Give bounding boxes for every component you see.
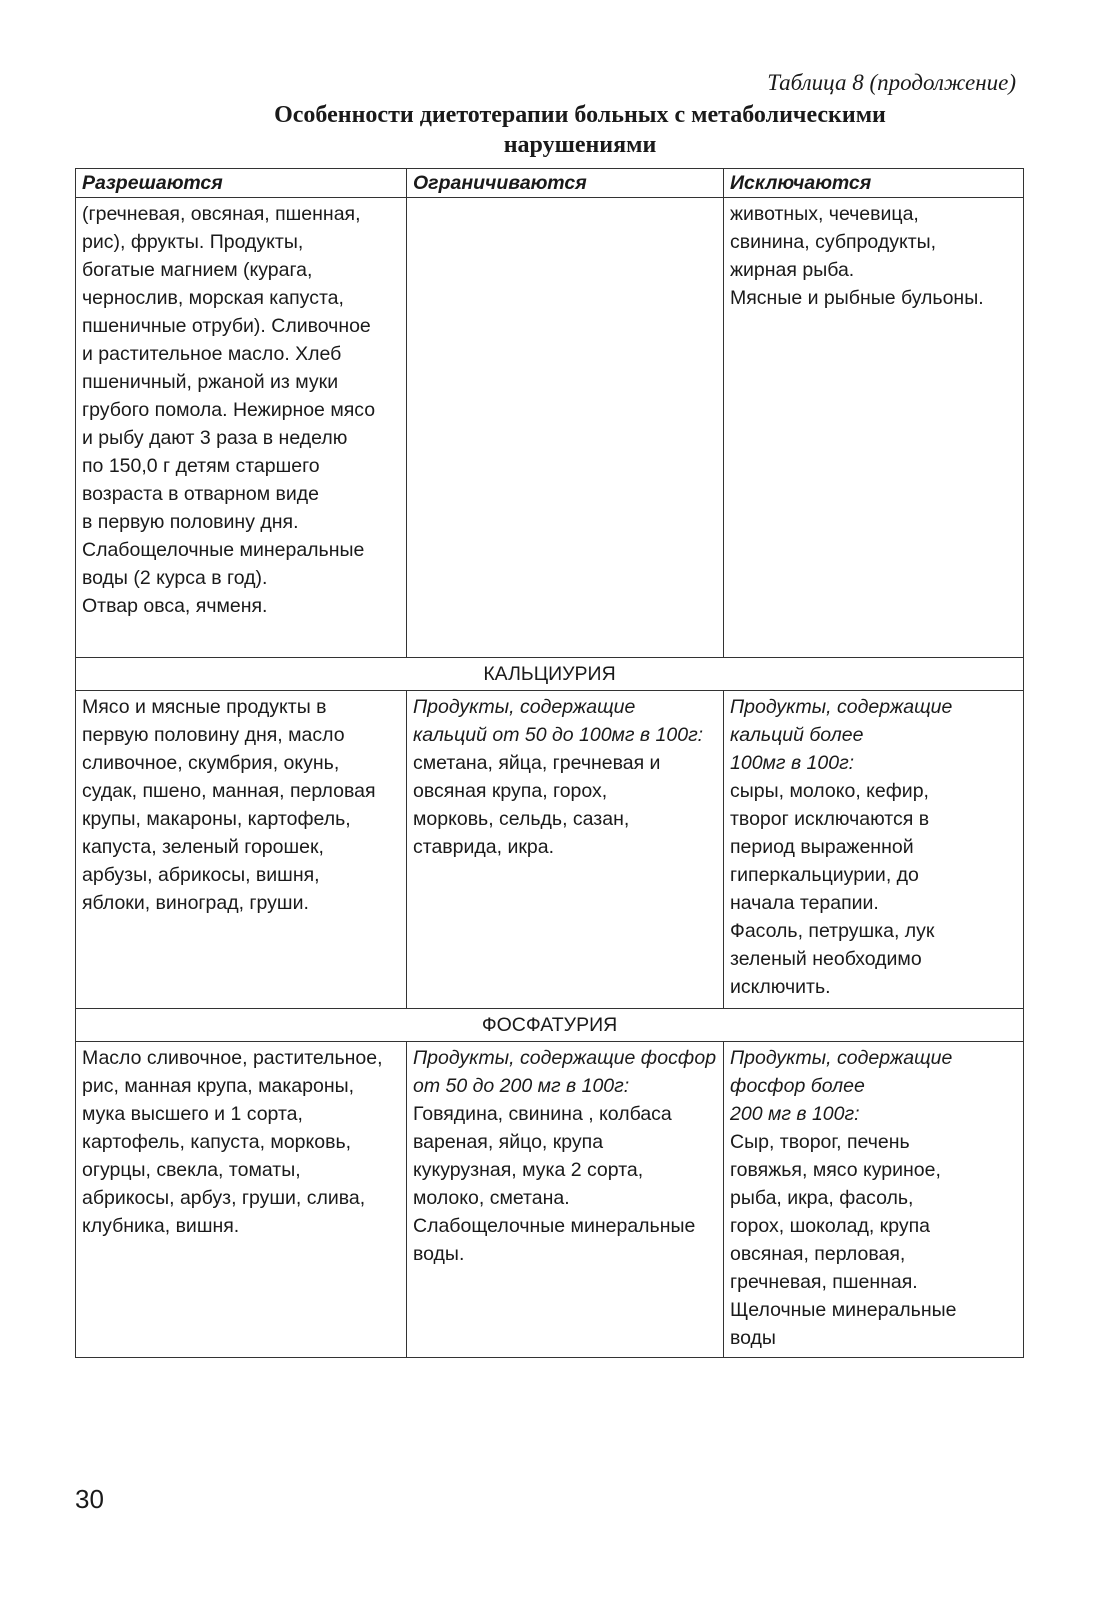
table-row <box>76 1042 1024 1358</box>
cell-line: овсяная, перловая, <box>730 1243 906 1265</box>
cell-line: молоко, сметана. <box>413 1187 570 1209</box>
cell-line: возраста в отварном виде <box>82 483 319 505</box>
cell-line: Слабощелочные минеральные <box>82 539 365 561</box>
cell-line: горох, шоколад, крупа <box>730 1215 930 1237</box>
cell-line: пшеничный, ржаной из муки <box>82 371 339 393</box>
cell-line: жирная рыба. <box>730 259 855 281</box>
cell-line: рис, манная крупа, макароны, <box>82 1075 355 1097</box>
cell-line: Мясо и мясные продукты в <box>82 696 327 718</box>
cell-intro-line: Продукты, содержащие <box>413 696 636 718</box>
header-row <box>76 169 1024 198</box>
cell-line: картофель, капуста, морковь, <box>82 1131 352 1153</box>
page-number: 30 <box>75 1484 104 1514</box>
section-row <box>76 658 1024 691</box>
cell-line: исключить. <box>730 976 831 998</box>
cell-line: Мясные и рыбные бульоны. <box>730 287 984 309</box>
cell-line: гиперкальциурии, до <box>730 864 919 886</box>
cell-line: кукурузная, мука 2 сорта, <box>413 1159 644 1181</box>
cell-line: Фасоль, петрушка, лук <box>730 920 935 942</box>
cell-line: грубого помола. Нежирное мясо <box>82 399 376 421</box>
cell-line: крупы, макароны, картофель, <box>82 808 351 830</box>
cell-line: огурцы, свекла, томаты, <box>82 1159 301 1181</box>
cell-line: Сыр, творог, печень <box>730 1131 910 1153</box>
title-line: Особенности диетотерапии больных с метаболическими <box>274 102 886 128</box>
cell-line: рис), фрукты. Продукты, <box>82 231 304 253</box>
cell-line: пшеничные отруби). Сливочное <box>82 315 371 337</box>
section-title-calciuria: КАЛЬЦИУРИЯ <box>76 658 1024 691</box>
cell-line: яблоки, виноград, груши. <box>82 892 309 914</box>
cell-line: Щелочные минеральные <box>730 1299 957 1321</box>
cell-line: чернослив, морская капуста, <box>82 287 344 309</box>
cell-allowed <box>76 691 407 1009</box>
table-title <box>75 100 1085 160</box>
cell-line: овсяная крупа, горох, <box>413 780 608 802</box>
cell-line: сметана, яйца, гречневая и <box>413 752 661 774</box>
cell-line: гречневая, пшенная. <box>730 1271 918 1293</box>
cell-line: первую половину дня, масло <box>82 724 345 746</box>
cell-line: Масло сливочное, растительное, <box>82 1047 383 1069</box>
cell-line: арбузы, абрикосы, вишня, <box>82 864 320 886</box>
cell-line: мука высшего и 1 сорта, <box>82 1103 303 1125</box>
cell-line: сливочное, скумбрия, окунь, <box>82 752 340 774</box>
title-line: нарушениями <box>503 132 657 158</box>
cell-line: говяжья, мясо куриное, <box>730 1159 941 1181</box>
cell-intro-line: 100мг в 100г: <box>730 752 855 774</box>
cell-line: животных, чечевица, <box>730 203 919 225</box>
cell-line: ставрида, икра. <box>413 836 554 858</box>
cell-limited <box>407 198 724 658</box>
table-row <box>76 198 1024 658</box>
cell-line: зеленый необходимо <box>730 948 922 970</box>
cell-line: по 150,0 г детям старшего <box>82 455 320 477</box>
cell-line: воды (2 курса в год). <box>82 567 268 589</box>
cell-line: воды <box>730 1327 776 1349</box>
cell-line: в первую половину дня. <box>82 511 299 533</box>
cell-intro-line: 200 мг в 100г: <box>730 1103 860 1125</box>
table-caption: Таблица 8 (продолжение) <box>767 70 1016 95</box>
cell-intro-line: Продукты, содержащие <box>730 696 953 718</box>
cell-excluded <box>724 691 1024 1009</box>
header-excluded: Исключаются <box>724 169 1024 198</box>
cell-line: Слабощелочные минеральные <box>413 1215 696 1237</box>
cell-line: свинина, субпродукты, <box>730 231 937 253</box>
diet-table <box>75 168 1024 1358</box>
cell-line: воды. <box>413 1243 465 1265</box>
cell-intro-line: Продукты, содержащие <box>730 1047 953 1069</box>
cell-excluded <box>724 198 1024 658</box>
cell-line: творог исключаются в <box>730 808 930 830</box>
cell-line: Отвар овса, ячменя. <box>82 595 268 617</box>
cell-intro-line: от 50 до 200 мг в 100г: <box>413 1075 630 1097</box>
cell-limited <box>407 691 724 1009</box>
table-row <box>76 691 1024 1009</box>
cell-line: (гречневая, овсяная, пшенная, <box>82 203 361 225</box>
cell-line: рыба, икра, фасоль, <box>730 1187 914 1209</box>
cell-line: период выраженной <box>730 836 914 858</box>
cell-line: Говядина, свинина , колбаса <box>413 1103 672 1125</box>
header-allowed: Разрешаются <box>76 169 407 198</box>
cell-intro-line: фосфор более <box>730 1075 865 1097</box>
section-row <box>76 1009 1024 1042</box>
cell-line: клубника, вишня. <box>82 1215 240 1237</box>
cell-line: морковь, сельдь, сазан, <box>413 808 630 830</box>
cell-line: и рыбу дают 3 раза в неделю <box>82 427 348 449</box>
cell-intro-line: Продукты, содержащие фосфор <box>413 1047 717 1069</box>
header-limited: Ограничиваются <box>407 169 724 198</box>
cell-intro-line: кальций от 50 до 100мг в 100г: <box>413 724 704 746</box>
cell-line: абрикосы, арбуз, груши, слива, <box>82 1187 366 1209</box>
cell-limited <box>407 1042 724 1358</box>
cell-line: судак, пшено, манная, перловая <box>82 780 376 802</box>
cell-line: начала терапии. <box>730 892 879 914</box>
cell-line: богатые магнием (курага, <box>82 259 313 281</box>
cell-line: капуста, зеленый горошек, <box>82 836 324 858</box>
section-title-phosphaturia: ФОСФАТУРИЯ <box>76 1009 1024 1042</box>
cell-line: сыры, молоко, кефир, <box>730 780 929 802</box>
cell-excluded <box>724 1042 1024 1358</box>
cell-allowed <box>76 198 407 658</box>
cell-intro-line: кальций более <box>730 724 864 746</box>
cell-line: вареная, яйцо, крупа <box>413 1131 604 1153</box>
cell-line: и растительное масло. Хлеб <box>82 343 342 365</box>
cell-allowed <box>76 1042 407 1358</box>
